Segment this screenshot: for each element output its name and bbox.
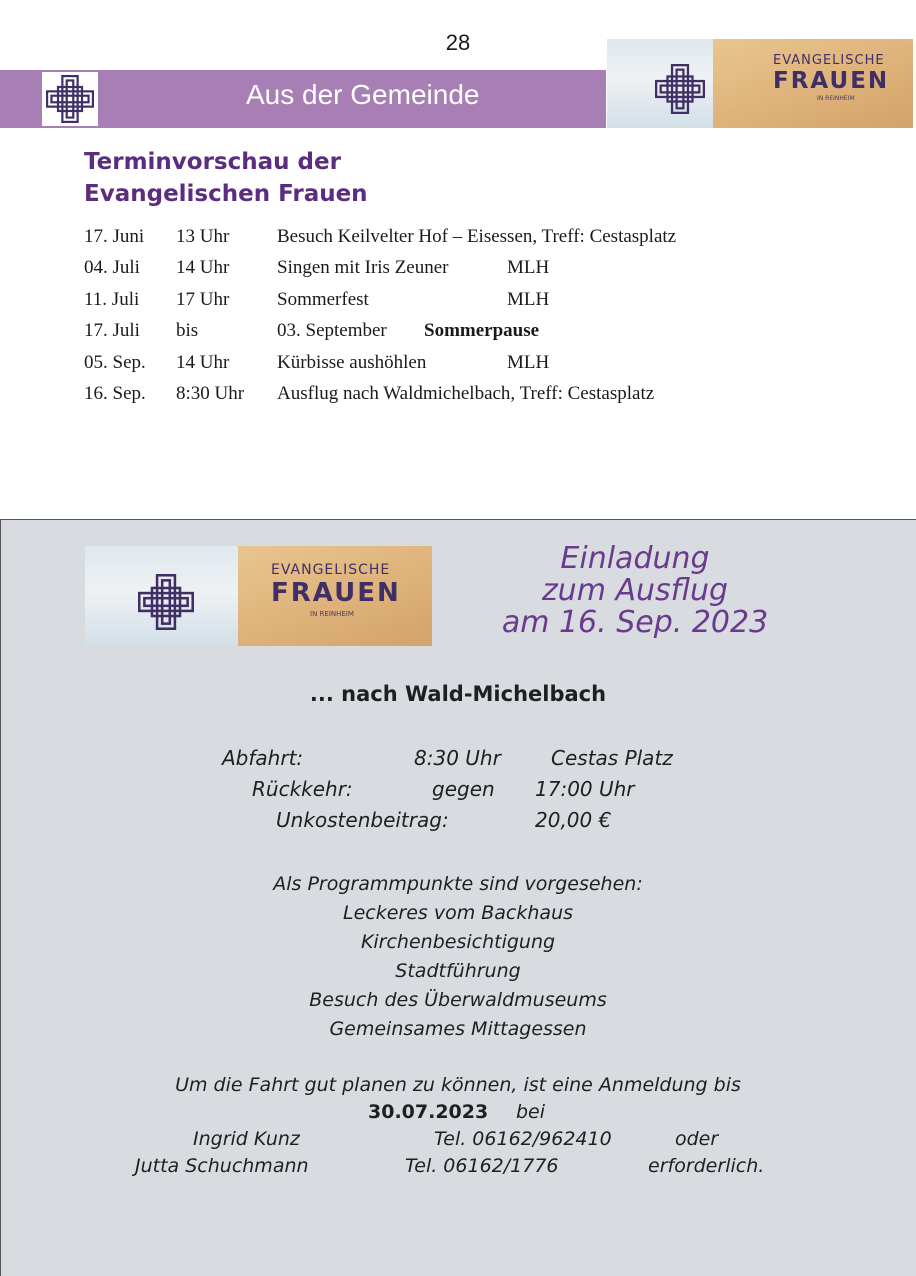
event-time: bis [176, 320, 199, 342]
section-heading-line1: Terminvorschau der [84, 149, 341, 175]
event-time: 14 Uhr [176, 351, 230, 373]
banner-line3: IN REINHEIM [310, 610, 354, 618]
event-time: 14 Uhr [176, 257, 230, 279]
banner-line2: FRAUEN [271, 578, 401, 608]
contact1-name: Ingrid Kunz [193, 1128, 300, 1150]
event-description: Kürbisse aushöhlen [277, 351, 427, 373]
contact1-phone: Tel. 06162/962410 [434, 1128, 612, 1150]
event-description: Besuch Keilvelter Hof – Eisessen, Treff: Cestasplatz [277, 226, 677, 247]
invitation-title-line1: Einladung [560, 541, 710, 576]
event-description: Singen mit Iris Zeuner [277, 257, 449, 279]
event-time: 8:30 Uhr [176, 382, 245, 404]
event-date: 05. Sep. [84, 351, 146, 373]
program-item: Besuch des Überwaldmuseums [309, 989, 607, 1011]
contact2-name: Jutta Schuchmann [135, 1155, 309, 1177]
cost-label: Unkostenbeitrag: [276, 808, 449, 832]
event-date: 16. Sep. [84, 382, 146, 404]
program-intro: Als Programmpunkte sind vorgesehen: [273, 873, 643, 895]
cross-logo-icon [138, 574, 194, 630]
registration-text: Um die Fahrt gut planen zu können, ist eine Anmeldung bis [175, 1074, 741, 1096]
event-date: 04. Juli [84, 257, 140, 279]
banner-line1: EVANGELISCHE [773, 53, 885, 68]
event-location: MLH [507, 288, 550, 310]
banner-line2: FRAUEN [773, 68, 890, 94]
event-time: 13 Uhr [176, 226, 230, 247]
page-number: 28 [445, 30, 471, 55]
cross-logo-icon [46, 75, 94, 123]
invitation-title-line3: am 16. Sep. 2023 [501, 605, 769, 640]
return-prefix: gegen [432, 777, 495, 801]
invitation-title-line2: zum Ausflug [541, 573, 729, 608]
banner-evangelische-frauen-invite [85, 546, 432, 646]
registration-date: 30.07.2023 [368, 1101, 489, 1123]
invitation-destination: ... nach Wald-Michelbach [309, 682, 607, 706]
departure-label: Abfahrt: [222, 746, 304, 770]
cost-value: 20,00 € [535, 808, 612, 832]
banner-line1: EVANGELISCHE [271, 562, 391, 578]
section-heading-line2: Evangelischen Frauen [84, 181, 368, 207]
program-item: Kirchenbesichtigung [360, 931, 556, 953]
banner-evangelische-frauen-top [607, 39, 913, 128]
contact1-suffix: oder [675, 1128, 719, 1150]
cross-logo-icon [655, 64, 705, 114]
contact2-phone: Tel. 06162/1776 [405, 1155, 559, 1177]
event-date: 17. Juli [84, 320, 140, 342]
section-heading [84, 146, 368, 210]
event-time: 17 Uhr [176, 288, 230, 310]
contact2-suffix: erforderlich. [648, 1155, 765, 1177]
return-time: 17:00 Uhr [535, 777, 635, 801]
program-list [0, 870, 916, 1044]
program-item: Gemeinsames Mittagessen [329, 1018, 587, 1040]
program-item: Leckeres vom Backhaus [342, 902, 574, 924]
event-description: 03. September [277, 320, 387, 342]
banner-line3: IN REINHEIM [817, 95, 855, 102]
header-logo [42, 72, 98, 126]
departure-place: Cestas Platz [551, 746, 673, 770]
program-item: Stadtführung [395, 960, 521, 982]
invitation-title [460, 543, 810, 639]
registration-bei: bei [516, 1101, 546, 1123]
event-description: Sommerfest [277, 288, 369, 310]
header-title: Aus der Gemeinde [246, 79, 480, 110]
event-location: MLH [507, 351, 550, 373]
event-description: Ausflug nach Waldmichelbach, Treff: Cestasplatz [277, 382, 655, 404]
event-date: 17. Juni [84, 226, 145, 247]
event-date: 11. Juli [84, 288, 140, 310]
return-label: Rückkehr: [252, 777, 353, 801]
event-location: MLH [507, 257, 550, 279]
departure-time: 8:30 Uhr [414, 746, 501, 770]
event-description-bold: Sommerpause [424, 320, 540, 342]
